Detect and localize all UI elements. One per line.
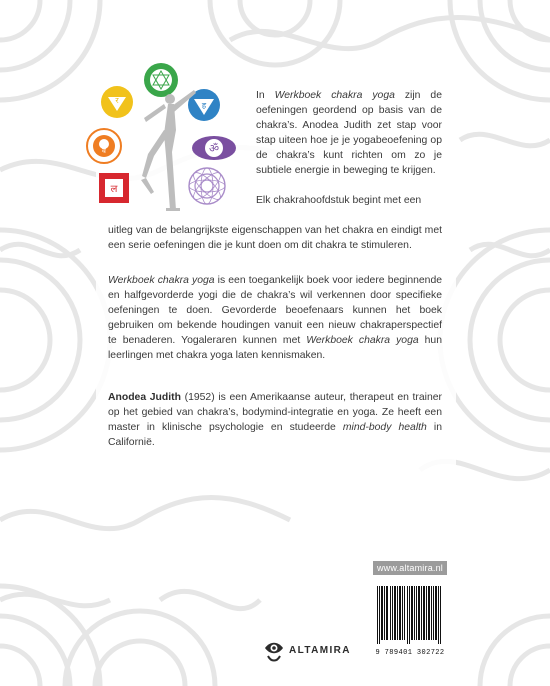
chapter-intro-line [256, 193, 442, 208]
author-bio-paragraph [108, 390, 442, 450]
svg-text:ॐ: ॐ [208, 142, 220, 155]
bio-text-1: (1952) is een Amerikaanse auteur, therapeut en trainer op het gebied van chakra’s, bodymind-integratie en yoga. Ze heeft een master in klinische psychologie en studeerde [108, 392, 442, 433]
yoga-dancer-silhouette [141, 90, 196, 211]
svg-text:ह: ह [201, 101, 207, 110]
sacral-chakra-icon [87, 129, 121, 163]
barcode-bars [373, 582, 447, 646]
author-name: Anodea Judith [108, 392, 181, 403]
book-title-italic: Werkboek chakra yoga [306, 335, 419, 346]
third-eye-chakra-icon [192, 136, 236, 160]
chapter-description [108, 223, 442, 253]
chakra-illustration [84, 60, 254, 220]
crown-chakra-icon [189, 168, 225, 204]
book-title-italic: Werkboek chakra yoga [274, 90, 395, 101]
book-description-paragraph [108, 273, 442, 363]
altamira-eye-logo-icon [263, 638, 285, 664]
svg-text:र: र [115, 96, 119, 105]
svg-text:व: व [102, 147, 106, 155]
isbn-number: 9 789401 302722 [375, 649, 445, 657]
svg-text:ल: ल [110, 184, 118, 195]
intro-body: zijn de oefeningen geordend op basis van de chakra’s. Anodea Judith zet stap voor stap uiteen hoe je je yogabeoefening op de chakra’s kunt richten om zo je subtiele energie in beweging te krijgen. [256, 90, 442, 176]
bio-italic: mind-body health [342, 422, 427, 433]
book-title-italic: Werkboek chakra yoga [108, 275, 215, 286]
heart-chakra-icon [144, 63, 178, 97]
intro-paragraph [256, 88, 442, 178]
isbn-barcode [373, 582, 447, 658]
bio-text-2: in Californië. [108, 422, 442, 448]
root-chakra-icon [99, 173, 129, 203]
intro-pre: In [256, 90, 275, 101]
publisher-name: ALTAMIRA [289, 645, 351, 656]
description-text-2: hun leerlingen met chakra yoga laten kennismaken. [108, 335, 442, 361]
solar-plexus-chakra-icon [101, 86, 133, 118]
publisher-website[interactable]: www.altamira.nl [373, 561, 447, 575]
description-text-1: is een toegankelijk boek voor iedere beginnende en halfgevorderde yogi die de chakra’s wil verkennen door specifieke oefeningen te doen. Gevorderde beoefenaars kunnen het boek gebruiken om bekende houdingen vanuit een nieuw chakraperspectief te benaderen. Yogaleraren kunnen met [108, 275, 443, 346]
chapter-description-text: uitleg van de belangrijkste eigenschappen van het chakra en eindigt met een serie oefeningen die je kunt doen om dit chakra te stimuleren. [108, 225, 442, 251]
chapter-intro-text: Elk chakrahoofdstuk begint met een [256, 195, 422, 206]
